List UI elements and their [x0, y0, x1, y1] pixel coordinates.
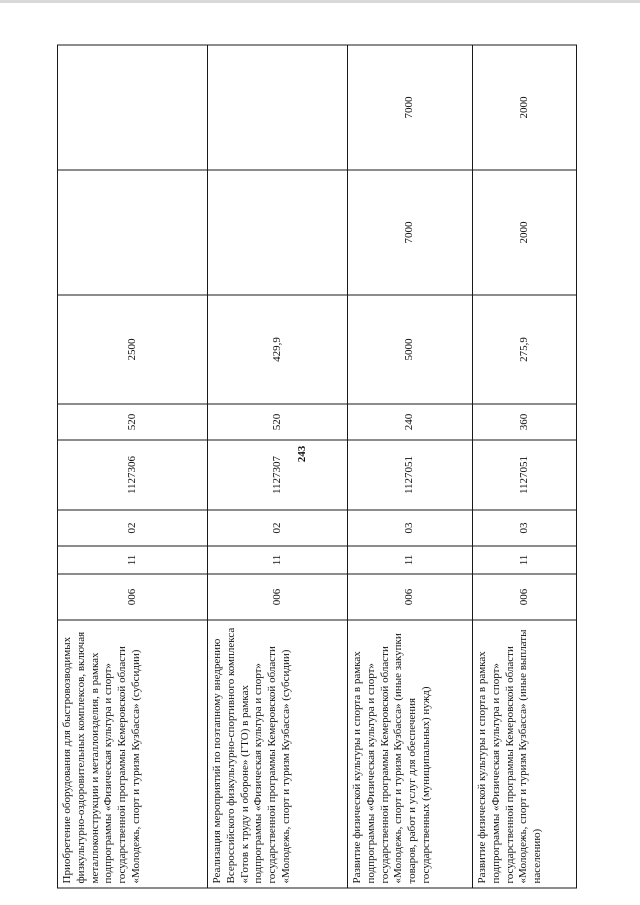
row-description: Приобретение оборудования для быстровозводимых физкультурно-оздоровительных комплексов, включая металлоконструкции и металлоизделия, в рамках подпрограммы «Физическая культура и спорт» государственной программы Кемеровской области «Молодежь, спорт и туризм Кузбасса» (субсидии)	[58, 620, 208, 888]
amount-year-3: 7000	[348, 45, 473, 170]
amount-year-1: 2500	[58, 295, 208, 404]
section-code: 11	[58, 546, 208, 574]
table-row	[473, 45, 577, 888]
amount-year-3	[208, 45, 348, 170]
amount-year-2: 2000	[473, 170, 577, 295]
amount-year-2	[208, 170, 348, 295]
scan-edge	[0, 0, 640, 3]
expense-type-code: 240	[348, 404, 473, 440]
amount-year-3	[58, 45, 208, 170]
section-code: 11	[473, 546, 577, 574]
row-description: Реализация мероприятий по поэтапному внедрению Всероссийского физкультурно-спортивного комплекса «Готов к труду и обороне» (ГТО) в рамках подпрограммы «Физическая культура и спорт» государственной программы Кемеровской области «Молодежь, спорт и туризм Кузбасса» (субсидии)	[208, 620, 348, 888]
amount-year-2	[58, 170, 208, 295]
amount-year-1: 429,9	[208, 295, 348, 404]
row-description: Развитие физической культуры и спорта в рамках подпрограммы «Физическая культура и спорт» государственной программы Кемеровской области «Молодежь, спорт и туризм Кузбасса» (иные выплаты населению)	[473, 620, 577, 888]
amount-year-1: 5000	[348, 295, 473, 404]
subsection-code: 03	[473, 510, 577, 546]
ministry-code: 006	[58, 574, 208, 620]
table-row	[58, 45, 208, 888]
amount-year-2: 7000	[348, 170, 473, 295]
subsection-code: 02	[58, 510, 208, 546]
expense-type-code: 520	[58, 404, 208, 440]
ministry-code: 006	[473, 574, 577, 620]
subsection-code: 03	[348, 510, 473, 546]
budget-table	[57, 44, 577, 888]
amount-year-1: 275,9	[473, 295, 577, 404]
rotated-table-frame	[57, 45, 577, 888]
target-code: 1127051	[348, 440, 473, 510]
amount-year-3: 2000	[473, 45, 577, 170]
row-description: Развитие физической культуры и спорта в рамках подпрограммы «Физическая культура и спорт» государственной программы Кемеровской области «Молодежь, спорт и туризм Кузбасса» (иные закупки товаров, работ и услуг для обеспечения государственных (муниципальных) нужд)	[348, 620, 473, 888]
page-number: 243	[296, 445, 308, 463]
table-row	[348, 45, 473, 888]
ministry-code: 006	[208, 574, 348, 620]
section-code: 11	[208, 546, 348, 574]
target-code: 1127306	[58, 440, 208, 510]
expense-type-code: 520	[208, 404, 348, 440]
subsection-code: 02	[208, 510, 348, 546]
expense-type-code: 360	[473, 404, 577, 440]
section-code: 11	[348, 546, 473, 574]
target-code: 1127307	[208, 440, 348, 510]
table-row	[208, 45, 348, 888]
target-code: 1127051	[473, 440, 577, 510]
budget-table-container	[57, 45, 577, 888]
ministry-code: 006	[348, 574, 473, 620]
